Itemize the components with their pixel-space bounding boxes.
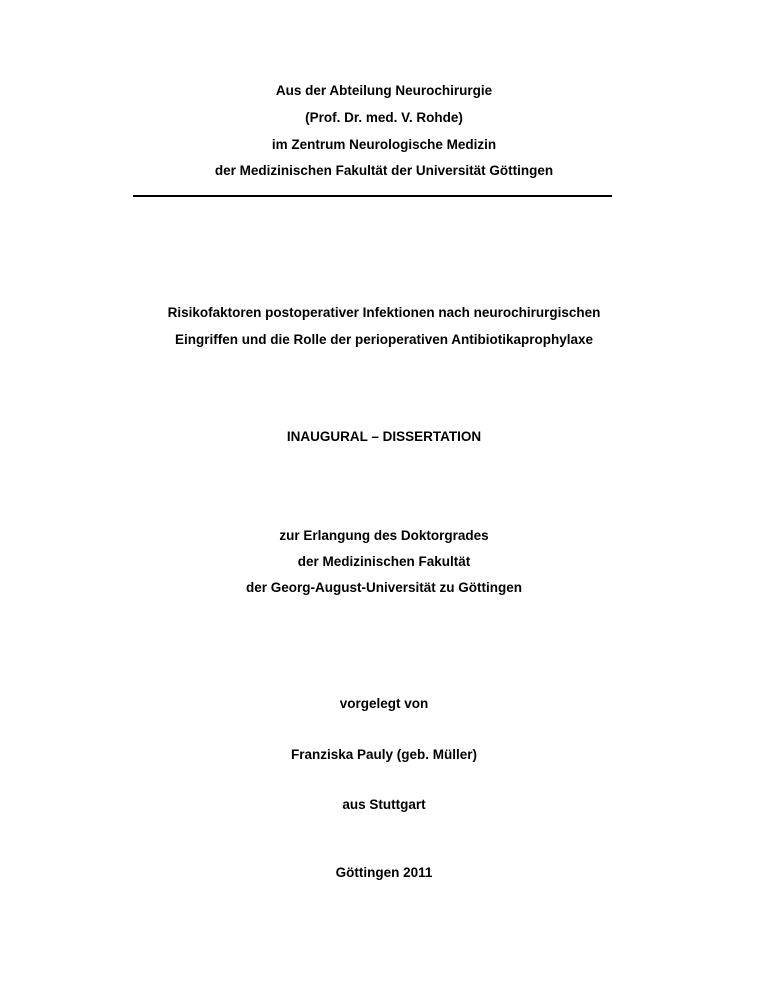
submitted-by-label: vorgelegt von <box>339 696 429 711</box>
author-name: Franziska Pauly (geb. Müller) <box>290 747 478 762</box>
department-line: Aus der Abteilung Neurochirurgie <box>275 83 493 98</box>
place-and-year: Göttingen 2011 <box>335 865 433 880</box>
faculty-line: der Medizinischen Fakultät der Universität Göttingen <box>214 163 554 178</box>
title-line-2: Eingriffen und die Rolle der perioperativen Antibiotikaprophylaxe <box>174 332 594 347</box>
purpose-line-2: der Medizinischen Fakultät <box>297 554 471 569</box>
purpose-line-3: der Georg-August-Universität zu Göttingen <box>245 580 522 595</box>
department-head-line: (Prof. Dr. med. V. Rohde) <box>305 110 463 125</box>
purpose-line-1: zur Erlangung des Doktorgrades <box>279 528 489 543</box>
header-divider <box>133 195 612 197</box>
document-type: INAUGURAL – DISSERTATION <box>286 429 482 444</box>
center-line: im Zentrum Neurologische Medizin <box>271 137 497 152</box>
author-origin: aus Stuttgart <box>342 797 426 812</box>
title-line-1: Risikofaktoren postoperativer Infektionen nach neurochirurgischen <box>167 305 601 320</box>
